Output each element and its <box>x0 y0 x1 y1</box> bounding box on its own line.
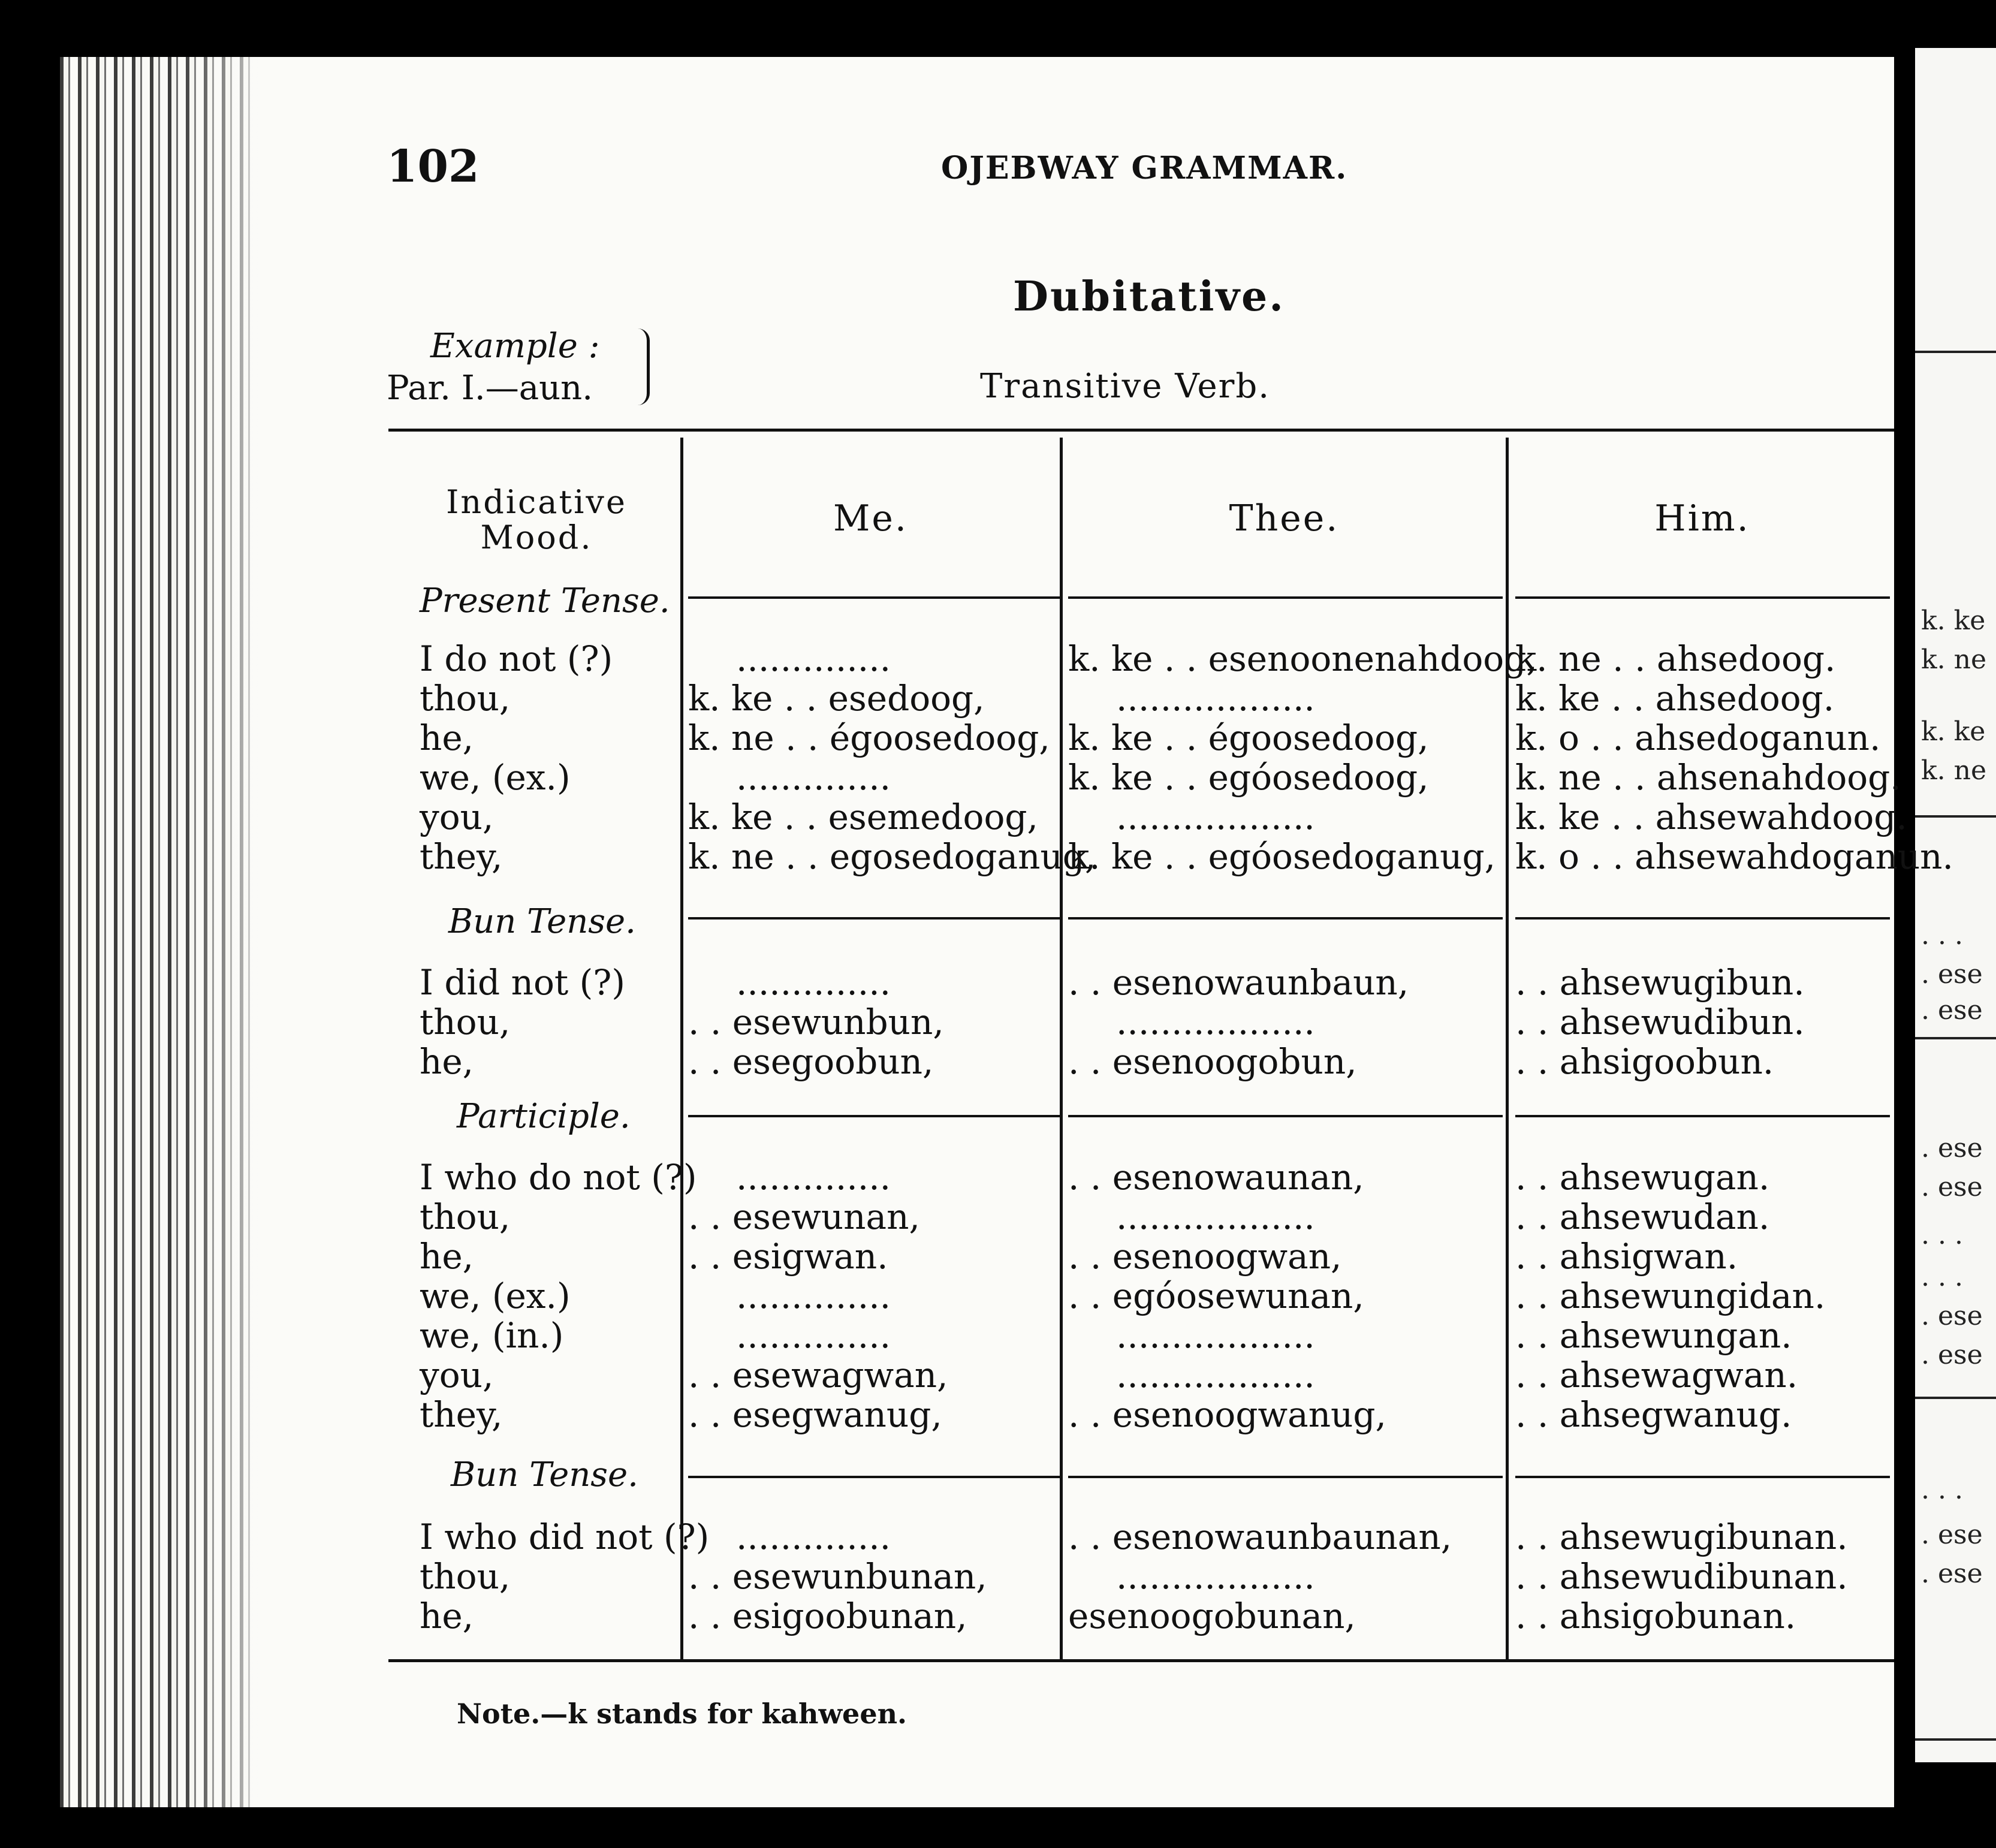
form-cell-thee: . . egóosewunan, <box>1068 1276 1364 1316</box>
adjacent-page-fragment: . ese <box>1921 1520 1983 1550</box>
form-cell-me: k. ne . . égoosedoog, <box>688 718 1050 758</box>
column-divider <box>680 438 683 1660</box>
example-label: Example : <box>430 327 600 366</box>
form-cell-me: . . esewunan, <box>688 1196 920 1237</box>
form-cell-thee: .................. <box>1116 1196 1315 1237</box>
adjacent-page-rule <box>1915 815 1996 818</box>
person-label: I who do not (?) <box>420 1157 697 1198</box>
adjacent-page-fragment: . ese <box>1921 1301 1983 1331</box>
form-cell-thee: . . esenowaunbaun, <box>1068 962 1409 1003</box>
form-cell-me: .............. <box>736 1276 891 1316</box>
person-label: he, <box>420 718 474 758</box>
adjacent-page-fragment: . ese <box>1921 995 1983 1026</box>
section-subtitle: Transitive Verb. <box>980 367 1271 406</box>
person-label: thou, <box>420 1556 511 1597</box>
form-cell-me: .............. <box>736 638 891 679</box>
person-label: we, (ex.) <box>420 757 571 798</box>
form-cell-thee: . . esenowaunan, <box>1068 1157 1364 1198</box>
form-cell-thee: k. ke . . égoosedoog, <box>1068 718 1429 758</box>
form-cell-me: .............. <box>736 962 891 1003</box>
footnote: Note.—k stands for kahween. <box>457 1698 907 1730</box>
person-label: they, <box>420 836 503 877</box>
form-cell-me: . . esewunbunan, <box>688 1556 987 1597</box>
form-cell-me: k. ne . . egosedoganug, <box>688 836 1096 877</box>
column-divider <box>1506 438 1509 1660</box>
form-cell-him: . . ahsewudibunan. <box>1515 1556 1848 1597</box>
section-rule <box>688 1476 1060 1478</box>
form-cell-me: .............. <box>736 757 891 798</box>
adjacent-page-fragment: . . . <box>1921 1262 1963 1292</box>
form-cell-thee: . . esenoogobun, <box>1068 1041 1357 1082</box>
form-cell-him: . . ahsewungidan. <box>1515 1276 1826 1316</box>
form-cell-him: k. ke . . ahsewahdoog. <box>1515 797 1907 837</box>
form-cell-him: . . ahsewudan. <box>1515 1196 1770 1237</box>
form-cell-him: . . ahsewungan. <box>1515 1315 1792 1356</box>
form-cell-thee: .................. <box>1116 1315 1315 1356</box>
person-label: we, (ex.) <box>420 1276 571 1316</box>
section-rule <box>1515 1115 1890 1117</box>
form-cell-me: .............. <box>736 1517 891 1557</box>
form-cell-thee: .................. <box>1116 797 1315 837</box>
form-cell-me: . . esigoobunan, <box>688 1596 967 1636</box>
adjacent-page-fragment: k. ne <box>1921 644 1987 675</box>
adjacent-page-fragment: . . . <box>1921 1475 1963 1505</box>
form-cell-me: k. ke . . esemedoog, <box>688 797 1038 837</box>
stub-header <box>396 484 677 556</box>
form-cell-me: .............. <box>736 1157 891 1198</box>
adjacent-page-rule <box>1915 351 1996 353</box>
section-rule <box>688 917 1060 920</box>
adjacent-page-fragment: . ese <box>1921 1558 1983 1589</box>
form-cell-me: . . esegoobun, <box>688 1041 934 1082</box>
form-cell-thee: .................. <box>1116 1002 1315 1042</box>
form-cell-him: k. ke . . ahsedoog. <box>1515 678 1835 719</box>
person-label: he, <box>420 1041 474 1082</box>
adjacent-page-fragment: . ese <box>1921 1340 1983 1370</box>
adjacent-page-fragment: k. ne <box>1921 755 1987 786</box>
form-cell-thee: . . esenoogwanug, <box>1068 1394 1386 1435</box>
section-rule <box>1515 596 1890 599</box>
form-cell-him: . . ahsewugibunan. <box>1515 1517 1848 1557</box>
column-divider <box>1060 438 1063 1660</box>
section-rule <box>1068 1115 1503 1117</box>
tense-label: Participle. <box>457 1097 631 1136</box>
adjacent-page-fragment: . . . <box>1921 1220 1963 1250</box>
form-cell-him: . . ahsigobunan. <box>1515 1596 1796 1636</box>
form-cell-him: k. ne . . ahsenahdoog. <box>1515 757 1901 798</box>
person-label: I do not (?) <box>420 638 613 679</box>
stub-header-line: Mood. <box>480 518 593 557</box>
form-cell-me: k. ke . . esedoog, <box>688 678 985 719</box>
section-rule <box>688 1115 1060 1117</box>
person-label: thou, <box>420 678 511 719</box>
tense-label: Present Tense. <box>420 581 670 620</box>
form-cell-him: . . ahsigwan. <box>1515 1236 1738 1277</box>
form-cell-him: . . ahsewugan. <box>1515 1157 1770 1198</box>
person-label: you, <box>420 1355 494 1395</box>
form-cell-me: . . esigwan. <box>688 1236 888 1277</box>
form-cell-thee: . . esenowaunbaunan, <box>1068 1517 1452 1557</box>
section-rule <box>688 596 1060 599</box>
paradigm-label: Par. I.—aun. <box>387 369 593 408</box>
binding-shadow <box>180 57 288 1807</box>
section-rule <box>1515 1476 1890 1478</box>
form-cell-me: .............. <box>736 1315 891 1356</box>
page-number: 102 <box>387 141 480 192</box>
section-rule <box>1068 1476 1503 1478</box>
adjacent-page-fragment: . . . <box>1921 920 1963 951</box>
tense-label: Bun Tense. <box>448 902 636 941</box>
form-cell-him: . . ahsewagwan. <box>1515 1355 1798 1395</box>
section-title: Dubitative. <box>1013 273 1285 321</box>
form-cell-thee: .................. <box>1116 1355 1315 1395</box>
running-head: OJEBWAY GRAMMAR. <box>941 150 1348 186</box>
column-header-me: Me. <box>833 498 908 539</box>
adjacent-page-fragment: . ese <box>1921 1172 1983 1202</box>
form-cell-me: . . esegwanug, <box>688 1394 942 1435</box>
person-label: thou, <box>420 1002 511 1042</box>
section-rule <box>1068 596 1503 599</box>
form-cell-him: k. o . . ahsedoganun. <box>1515 718 1881 758</box>
column-header-him: Him. <box>1654 498 1750 539</box>
person-label: they, <box>420 1394 503 1435</box>
adjacent-page-rule <box>1915 1738 1996 1741</box>
person-label: I did not (?) <box>420 962 625 1003</box>
adjacent-page-fragment: . ese <box>1921 1133 1983 1163</box>
form-cell-thee: esenoogobunan, <box>1068 1596 1356 1636</box>
stub-header-line: Indicative <box>446 483 627 521</box>
form-cell-thee: . . esenoogwan, <box>1068 1236 1342 1277</box>
form-cell-him: . . ahsewudibun. <box>1515 1002 1805 1042</box>
adjacent-page-rule <box>1915 1037 1996 1039</box>
adjacent-page-fragment: k. ke <box>1921 716 1986 747</box>
form-cell-thee: k. ke . . esenoonenahdoog, <box>1068 638 1537 679</box>
form-cell-him: k. o . . ahsewahdoganun. <box>1515 836 1953 877</box>
person-label: I who did not (?) <box>420 1517 710 1557</box>
form-cell-thee: .................. <box>1116 1556 1315 1597</box>
person-label: he, <box>420 1236 474 1277</box>
form-cell-him: . . ahsigoobun. <box>1515 1041 1774 1082</box>
section-rule <box>1515 917 1890 920</box>
form-cell-him: . . ahsewugibun. <box>1515 962 1805 1003</box>
adjacent-page-fragment: . ese <box>1921 959 1983 990</box>
form-cell-me: . . esewagwan, <box>688 1355 948 1395</box>
form-cell-thee: k. ke . . egóosedoog, <box>1068 757 1429 798</box>
person-label: thou, <box>420 1196 511 1237</box>
person-label: we, (in.) <box>420 1315 564 1356</box>
tense-label: Bun Tense. <box>451 1455 638 1494</box>
brace-icon <box>635 328 650 405</box>
form-cell-him: . . ahsegwanug. <box>1515 1394 1792 1435</box>
adjacent-page-fragment: k. ke <box>1921 605 1986 636</box>
form-cell-me: . . esewunbun, <box>688 1002 944 1042</box>
person-label: he, <box>420 1596 474 1636</box>
adjacent-page-rule <box>1915 1397 1996 1399</box>
form-cell-thee: .................. <box>1116 678 1315 719</box>
adjacent-page-edge <box>1915 48 1996 1762</box>
form-cell-thee: k. ke . . egóosedoganug, <box>1068 836 1496 877</box>
column-header-thee: Thee. <box>1229 498 1340 539</box>
section-rule <box>1068 917 1503 920</box>
form-cell-him: k. ne . . ahsedoog. <box>1515 638 1836 679</box>
person-label: you, <box>420 797 494 837</box>
